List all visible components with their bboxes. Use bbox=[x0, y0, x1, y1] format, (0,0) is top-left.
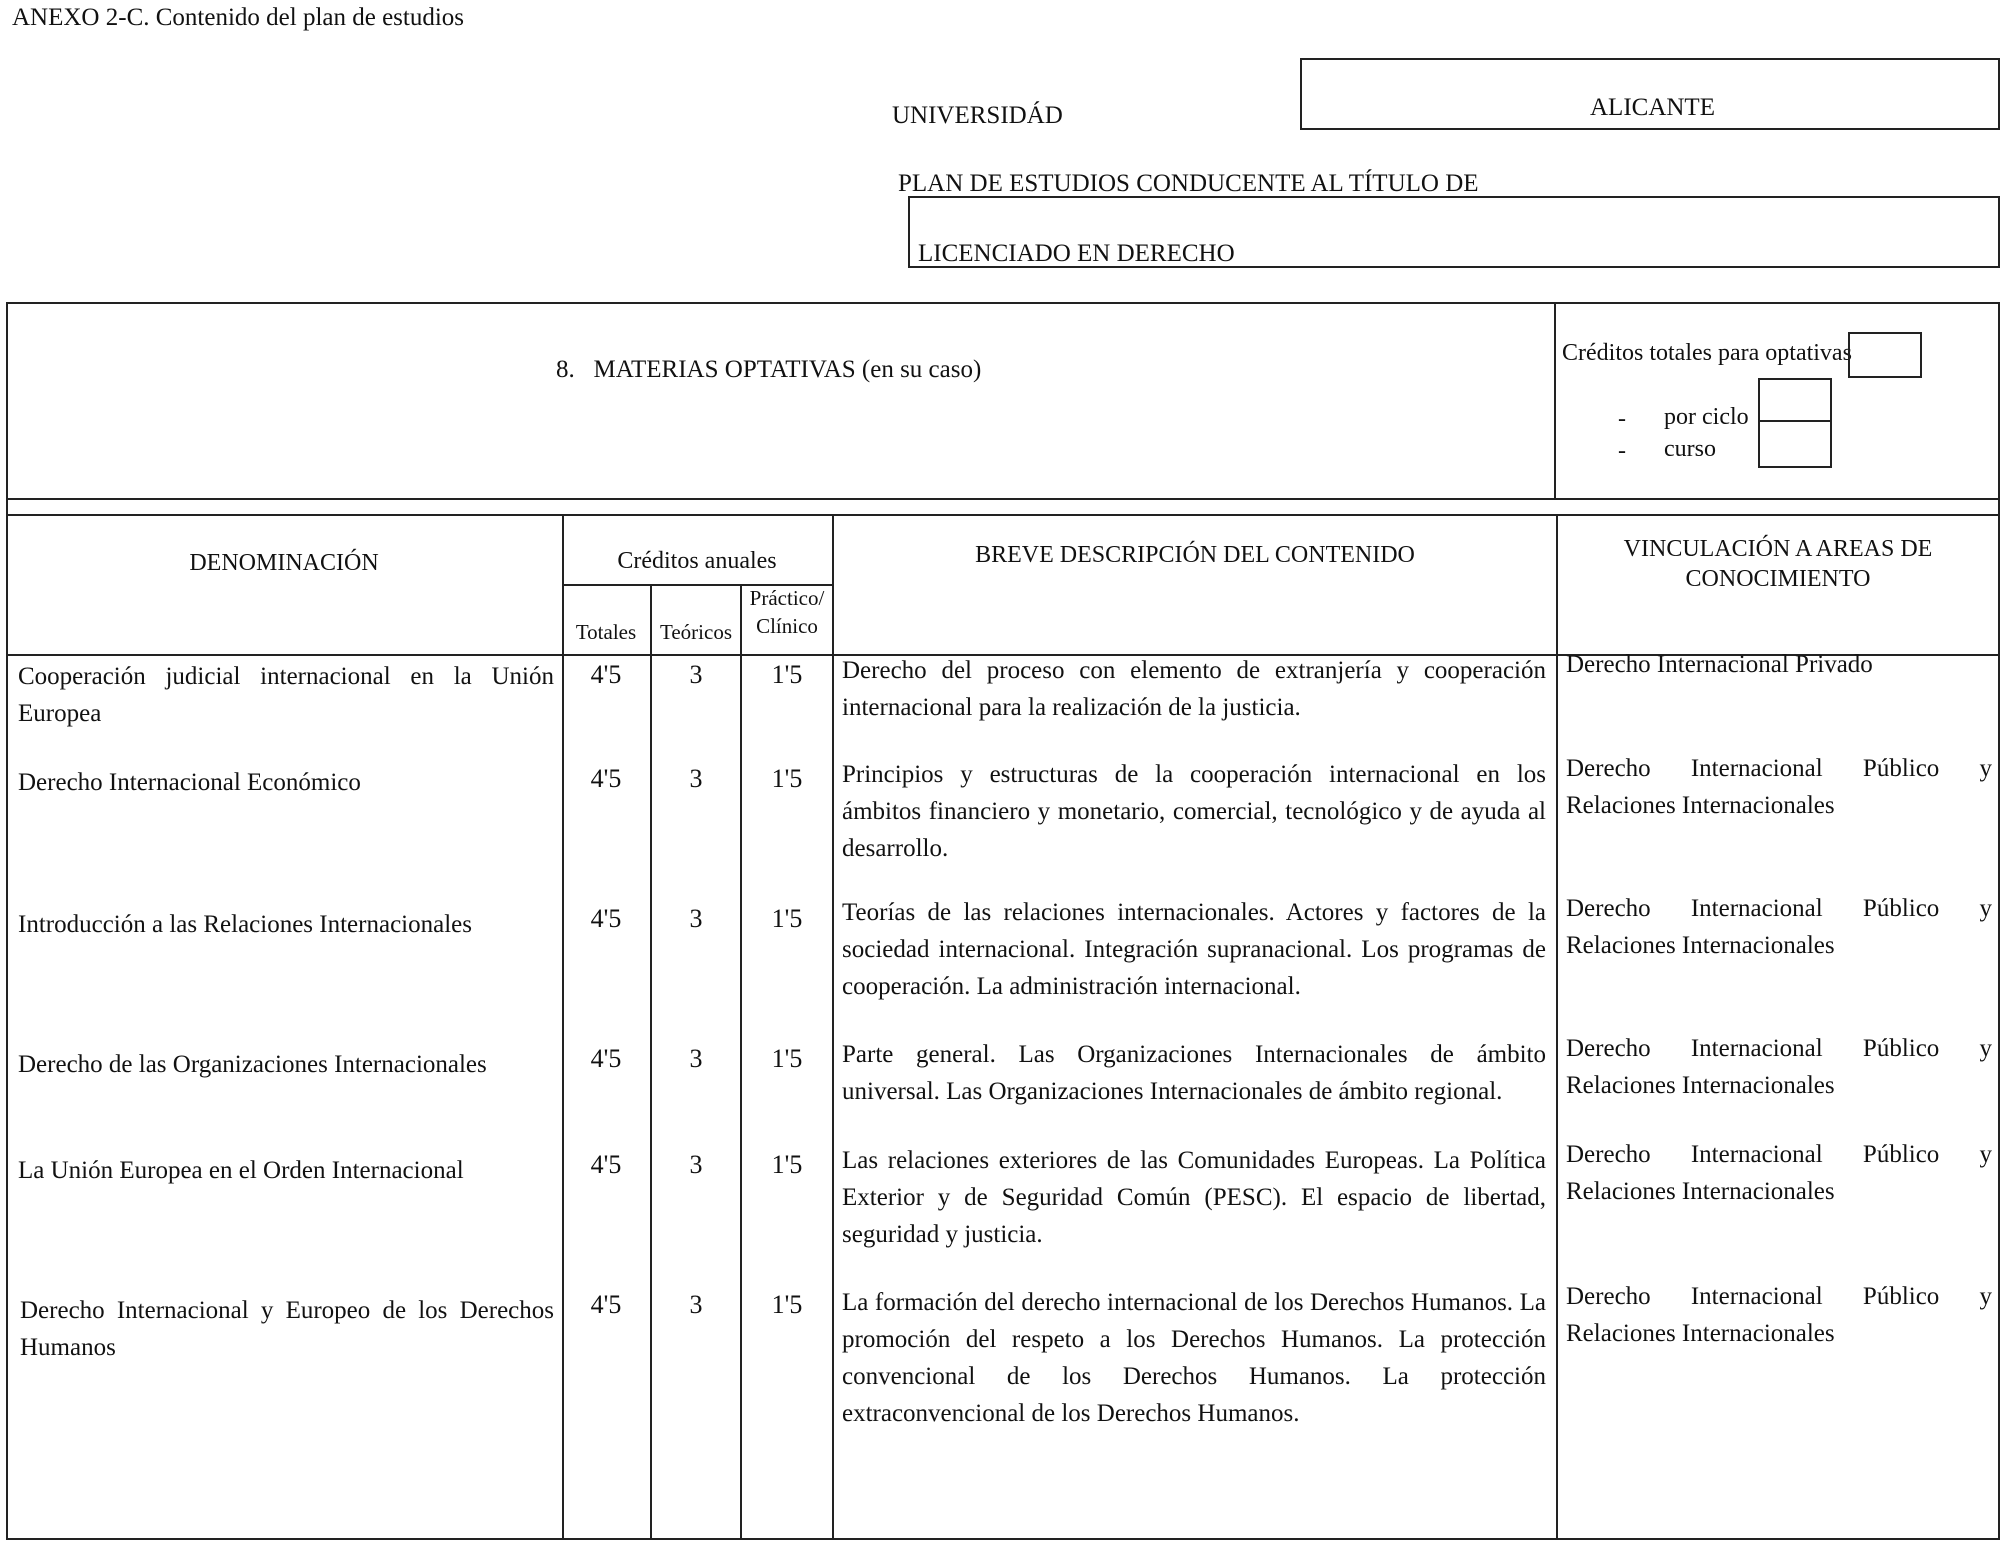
row-4-area bbox=[1566, 1030, 1992, 1104]
col-descripcion: BREVE DESCRIPCIÓN DEL CONTENIDO bbox=[975, 542, 1415, 568]
row-6-area bbox=[1566, 1278, 1992, 1352]
row-1-practicos: 1'5 bbox=[771, 660, 803, 689]
col-line-5 bbox=[1556, 514, 1558, 1540]
row-4-practicos: 1'5 bbox=[771, 1044, 803, 1073]
col-totales: Totales bbox=[575, 620, 637, 644]
row-4-name: Derecho de las Organizaciones Internacionales bbox=[18, 1051, 487, 1078]
dash-2: - bbox=[1618, 438, 1626, 464]
row-6-totales: 4'5 bbox=[590, 1290, 622, 1319]
plan-label: PLAN DE ESTUDIOS CONDUCENTE AL TÍTULO DE bbox=[898, 170, 1479, 197]
row-2-description: Principios y estructuras de la cooperación internacional en los ámbitos financiero y monetario, comercial, tecnológico y de ayuda al desarrollo. bbox=[842, 761, 1546, 862]
header-top-line bbox=[6, 514, 2000, 516]
row-5-teoricos: 3 bbox=[689, 1150, 703, 1179]
row-5-totales: 4'5 bbox=[590, 1150, 622, 1179]
row-5-area bbox=[1566, 1136, 1992, 1210]
row-2-teoricos: 3 bbox=[689, 764, 703, 793]
row-6-area-line1: Derecho Internacional Público y bbox=[1566, 1283, 1992, 1310]
col-teoricos: Teóricos bbox=[659, 620, 732, 644]
row-3-teoricos: 3 bbox=[689, 904, 703, 933]
row-4-totales: 4'5 bbox=[590, 1044, 622, 1073]
per-cycle-label: por ciclo bbox=[1664, 404, 1749, 430]
col-vinculacion-line1: VINCULACIÓN A AREAS DE bbox=[1623, 536, 1933, 562]
row-6-teoricos: 3 bbox=[689, 1290, 703, 1319]
per-cycle-box bbox=[1758, 378, 1832, 422]
row-5-description: Las relaciones exteriores de las Comunidades Europeas. La Política Exterior y de Seguridad Común (PESC). El espacio de libertad, seguridad y justicia. bbox=[842, 1147, 1546, 1248]
col-practico-line1: Práctico/ bbox=[749, 586, 825, 610]
row-5-area-line1: Derecho Internacional Público y bbox=[1566, 1141, 1992, 1168]
row-2-area-line1: Derecho Internacional Público y bbox=[1566, 755, 1992, 782]
row-1-teoricos: 3 bbox=[689, 660, 703, 689]
row-2-practicos: 1'5 bbox=[771, 764, 803, 793]
row-5-practicos: 1'5 bbox=[771, 1150, 803, 1179]
row-5-name: La Unión Europea en el Orden Internacional bbox=[18, 1157, 464, 1184]
col-denominacion: DENOMINACIÓN bbox=[189, 550, 379, 576]
row-2-area bbox=[1566, 750, 1992, 824]
row-6-area-line2: Relaciones Internacionales bbox=[1566, 1320, 1835, 1347]
dash-1: - bbox=[1618, 406, 1626, 432]
row-4-description: Parte general. Las Organizaciones Internacionales de ámbito universal. Las Organizaciones Internacionales de ámbito regional. bbox=[842, 1041, 1546, 1105]
university-value: ALICANTE bbox=[1590, 94, 1715, 121]
col-creditos-anuales: Créditos anuales bbox=[617, 548, 777, 574]
row-4-teoricos: 3 bbox=[689, 1044, 703, 1073]
row-1-name: Cooperación judicial internacional en la Unión Europea bbox=[18, 663, 554, 727]
col-line-4 bbox=[832, 514, 834, 1540]
row-1-description: Derecho del proceso con elemento de extranjería y cooperación internacional para la realización de la justicia. bbox=[842, 657, 1546, 721]
col-vinculacion bbox=[1558, 534, 1998, 594]
section-divider bbox=[1554, 302, 1556, 500]
annex-title: ANEXO 2-C. Contenido del plan de estudios bbox=[12, 4, 465, 31]
row-2-area-line2: Relaciones Internacionales bbox=[1566, 792, 1835, 819]
section-bottom-line bbox=[6, 498, 2000, 500]
section-number: 8. bbox=[556, 356, 575, 383]
row-3-area-line1: Derecho Internacional Público y bbox=[1566, 895, 1992, 922]
col-practico bbox=[742, 584, 832, 640]
row-1-area-line1: Derecho Internacional Privado bbox=[1566, 651, 1873, 678]
col-vinculacion-line2: CONOCIMIENTO bbox=[1685, 566, 1871, 592]
row-4-area-line2: Relaciones Internacionales bbox=[1566, 1072, 1835, 1099]
row-4-area-line1: Derecho Internacional Público y bbox=[1566, 1035, 1992, 1062]
credits-total-label: Créditos totales para optativas bbox=[1562, 340, 1852, 366]
row-3-description: Teorías de las relaciones internacionales. Actores y factores de la sociedad internacional. Integración supranacional. Los programas de cooperación. La administración internacional. bbox=[842, 899, 1546, 1000]
row-3-area bbox=[1566, 890, 1992, 964]
row-6-name: Derecho Internacional y Europeo de los Derechos Humanos bbox=[20, 1297, 554, 1361]
col-practico-line2: Clínico bbox=[756, 614, 818, 638]
section-title-text: MATERIAS OPTATIVAS (en su caso) bbox=[593, 356, 982, 383]
plan-value: LICENCIADO EN DERECHO bbox=[918, 240, 1235, 267]
university-box bbox=[1300, 58, 2000, 130]
row-1-totales: 4'5 bbox=[590, 660, 622, 689]
row-3-area-line2: Relaciones Internacionales bbox=[1566, 932, 1835, 959]
credits-total-box bbox=[1848, 332, 1922, 378]
plan-box bbox=[908, 196, 2000, 268]
row-6-description: La formación del derecho internacional de los Derechos Humanos. La promoción del respeto a los Derechos Humanos. La protección convencional de los Derechos Humanos. La protección extraconvencional de los Derechos Humanos. bbox=[842, 1289, 1546, 1427]
course-label: curso bbox=[1664, 436, 1716, 462]
row-2-totales: 4'5 bbox=[590, 764, 622, 793]
row-2-name: Derecho Internacional Económico bbox=[18, 769, 361, 796]
course-box bbox=[1758, 420, 1832, 468]
row-3-name: Introducción a las Relaciones Internacionales bbox=[18, 911, 472, 938]
row-3-practicos: 1'5 bbox=[771, 904, 803, 933]
university-label: UNIVERSIDÁD bbox=[892, 102, 1063, 129]
section-title bbox=[556, 356, 981, 384]
row-5-area-line2: Relaciones Internacionales bbox=[1566, 1178, 1835, 1205]
row-3-totales: 4'5 bbox=[590, 904, 622, 933]
row-1-area bbox=[1566, 646, 1992, 683]
row-6-practicos: 1'5 bbox=[771, 1290, 803, 1319]
